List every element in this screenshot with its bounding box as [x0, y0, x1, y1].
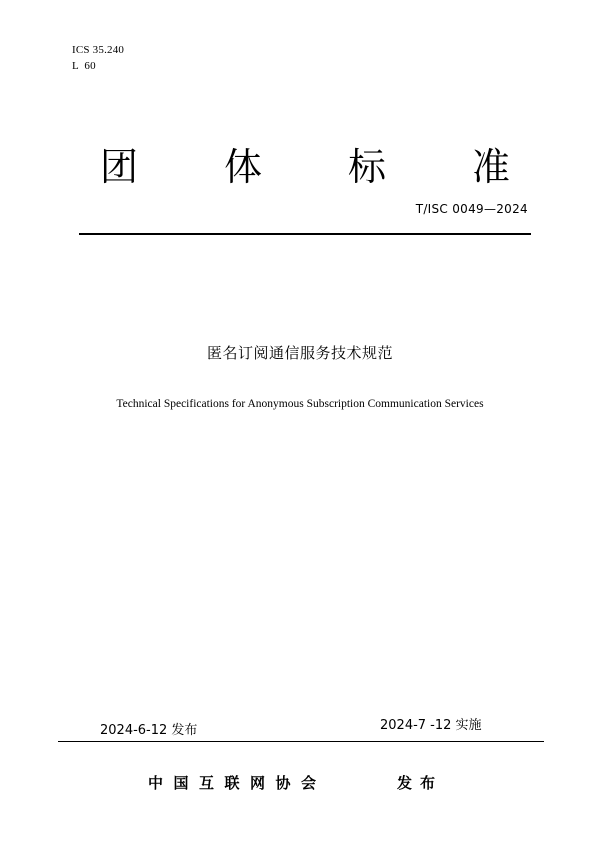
- chinese-title: 匿名订阅通信服务技术规范: [206, 344, 393, 362]
- standard-number: T/ISC 0049—2024: [415, 202, 528, 216]
- doc-type-char: 团: [100, 145, 139, 189]
- publish-date: 2024-6-12 发布: [100, 723, 198, 738]
- english-title: Technical Specifications for Anonymous Subscription Communication Services: [116, 398, 484, 410]
- ics-code: ICS 35.240: [72, 44, 125, 56]
- footer-divider: [58, 741, 544, 742]
- doc-type-char: 体: [223, 145, 262, 189]
- publish-label: 发布: [397, 774, 444, 792]
- document-type-heading: [100, 142, 510, 192]
- publisher-organization: 中国互联网协会: [148, 774, 327, 792]
- ccs-code: L 60: [72, 60, 96, 72]
- doc-type-char: 标: [347, 145, 386, 189]
- implement-date: 2024-7 -12 实施: [380, 718, 482, 733]
- header-divider: [79, 233, 531, 235]
- doc-type-char: 准: [471, 145, 510, 189]
